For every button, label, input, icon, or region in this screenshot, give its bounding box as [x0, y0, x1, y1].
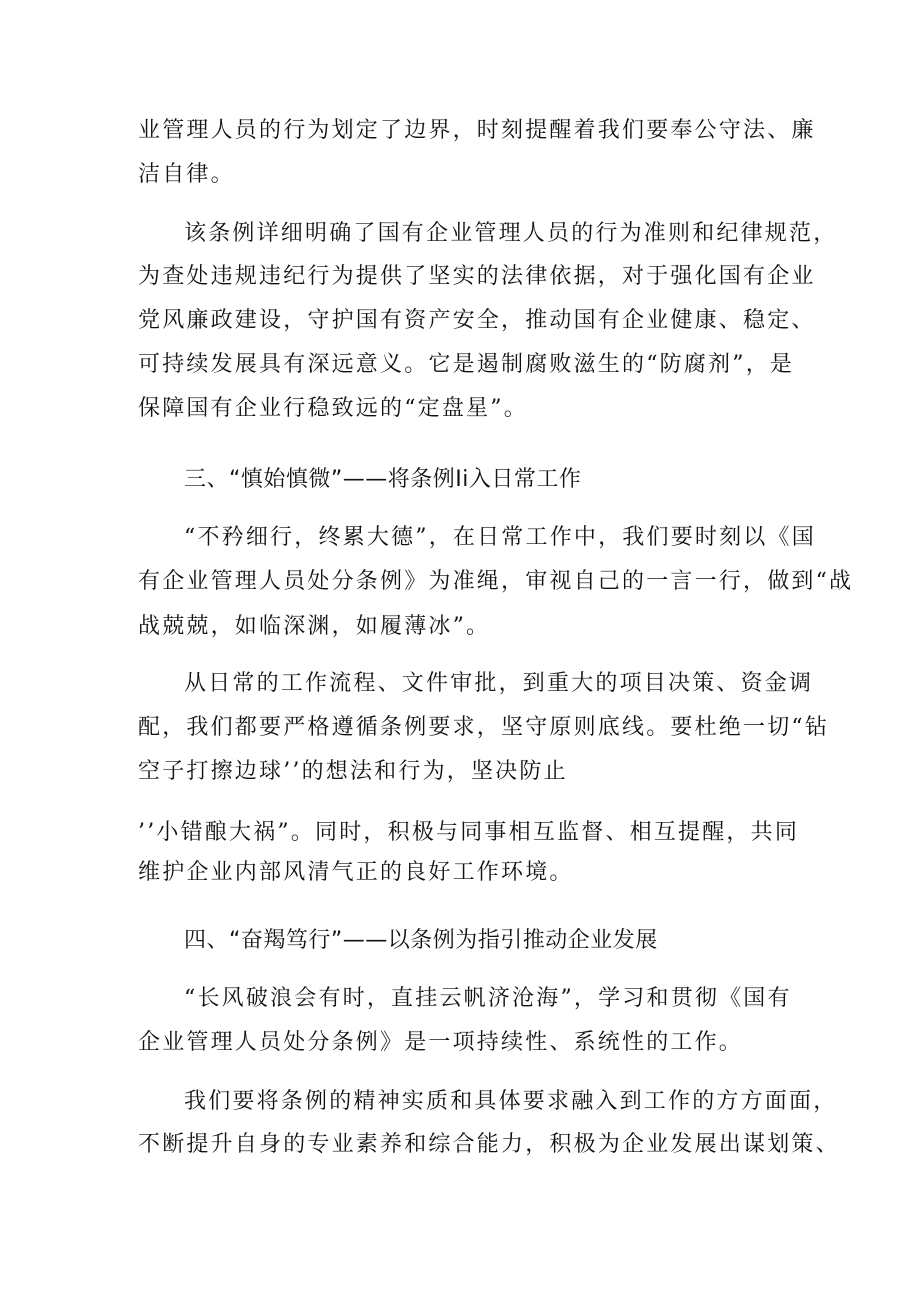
text-line: 我们要将条例的精神实质和具体要求融入到工作的方方面面，	[184, 1089, 838, 1114]
text-line: 维护企业内部风清气正的良好工作环境。	[138, 860, 574, 885]
text-line: 业管理人员的行为划定了边界，时刻提醒着我们要奉公守法、廉	[138, 118, 816, 143]
text-line: 战兢兢，如临深渊，如履薄冰”。	[138, 614, 491, 639]
text-line: 不断提升自身的专业素养和综合能力，积极为企业发展出谋划策、	[138, 1132, 840, 1157]
text-line: 空子打擦边球’’的想法和行为，坚决防止	[138, 759, 568, 784]
text-line: 为查处违规违纪行为提供了坚实的法律依据，对于强化国有企业	[138, 264, 816, 289]
section-heading-4: 四、“奋羯笃行”——以条例为指引推动企业发展	[184, 928, 658, 953]
text-line: “长风破浪会有时，直挂云帆济沧海”，学习和贯彻《国有	[184, 986, 792, 1011]
text-line: 企业管理人员处分条例》是一项持续性、系统性的工作。	[138, 1030, 744, 1055]
text-line: 可持续发展具有深远意义。它是遏制腐败滋生的“防腐剂”，是	[138, 352, 795, 377]
text-line: 从日常的工作流程、文件审批，到重大的项目决策、资金调	[184, 671, 814, 696]
text-line: 有企业管理人员处分条例》为准绳，审视自己的一言一行，做到“战	[138, 569, 854, 594]
text-line: 保障国有企业行稳致远的“定盘星”。	[138, 396, 528, 421]
text-line: 洁自律。	[138, 162, 235, 187]
text-line: 配，我们都要严格遵循条例要求，坚守原则底线。要杜绝一切“钻	[138, 715, 830, 740]
section-heading-3: 三、“慎始慎微”——将条例Ii入日常工作	[184, 467, 582, 492]
text-line: 党风廉政建设，守护国有资产安全，推动国有企业健康、稳定、	[138, 308, 816, 333]
text-line: 该条例详细明确了国有企业管理人员的行为准则和纪律规范，	[184, 221, 838, 246]
text-line: “不矜细行，终累大德”，在日常工作中，我们要时刻以《国	[184, 525, 816, 550]
text-line: ’’小错酿大祸”。同时，积极与同事相互监督、相互提醒，共同	[138, 820, 800, 845]
